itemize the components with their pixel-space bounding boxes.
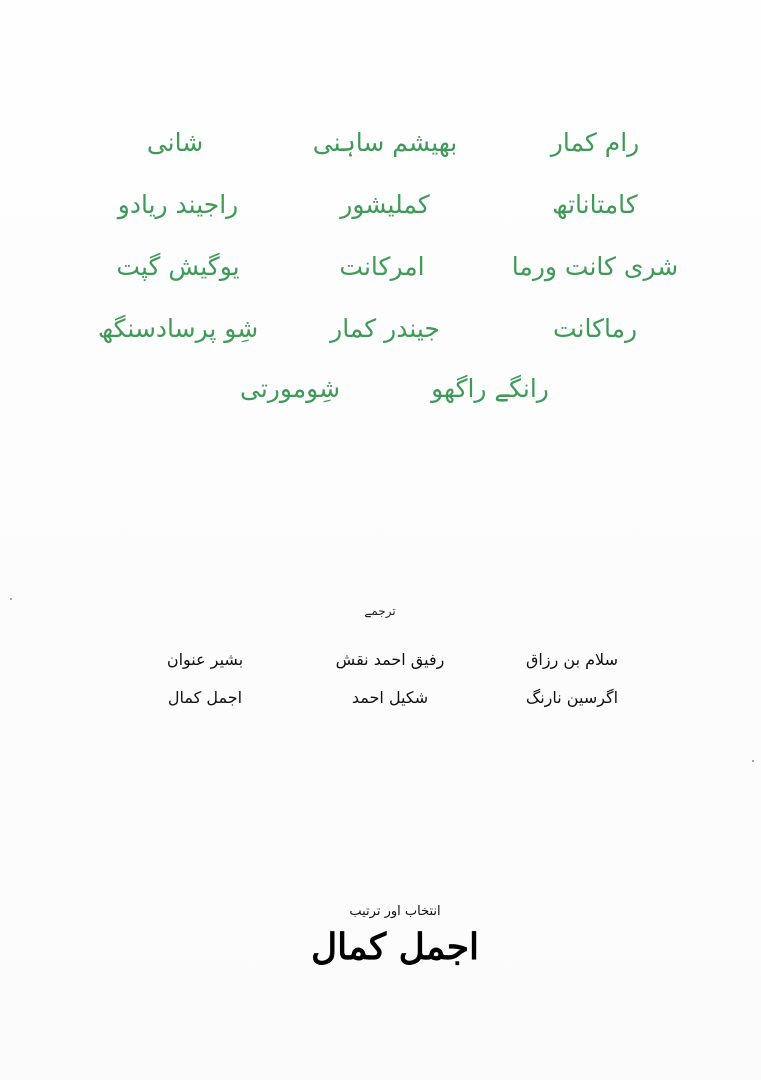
author-name: راجیند ریادو [117, 190, 239, 219]
author-name: یوگیش گپت [116, 252, 240, 281]
translator-name: رفیق احمد نقش [335, 650, 445, 669]
translator-name: سلام بن رزاق [526, 650, 618, 669]
compiler-name: اجمل کمال [311, 926, 479, 968]
author-name: جیندر کمار [330, 314, 440, 343]
translator-name: اجمل کمال [167, 688, 243, 707]
author-name: بھیشم ساہنی [312, 128, 458, 157]
author-name: کملیشور [340, 190, 430, 219]
author-name: شانی [146, 128, 204, 157]
translator-name: اگرسین نارنگ [525, 688, 619, 707]
scan-speck [752, 760, 754, 762]
scan-speck [10, 598, 12, 600]
author-name: شری کانت ورما [511, 252, 679, 281]
translator-name: بشیر عنوان [166, 650, 244, 669]
author-name: کامتاناتھ [552, 190, 638, 219]
author-name: رام کمار [550, 128, 640, 157]
author-name: شِومورتی [239, 374, 341, 403]
author-name: رانگے راگھو [431, 374, 549, 403]
compilation-heading: انتخاب اور ترتیب [349, 904, 441, 919]
author-name: شِو پرسادسنگھ [97, 314, 259, 343]
translator-name: شکیل احمد [351, 688, 429, 707]
translators-heading: ترجمے [364, 604, 396, 618]
author-name: امرکانت [339, 252, 425, 281]
author-name: رماکانت [552, 314, 638, 343]
